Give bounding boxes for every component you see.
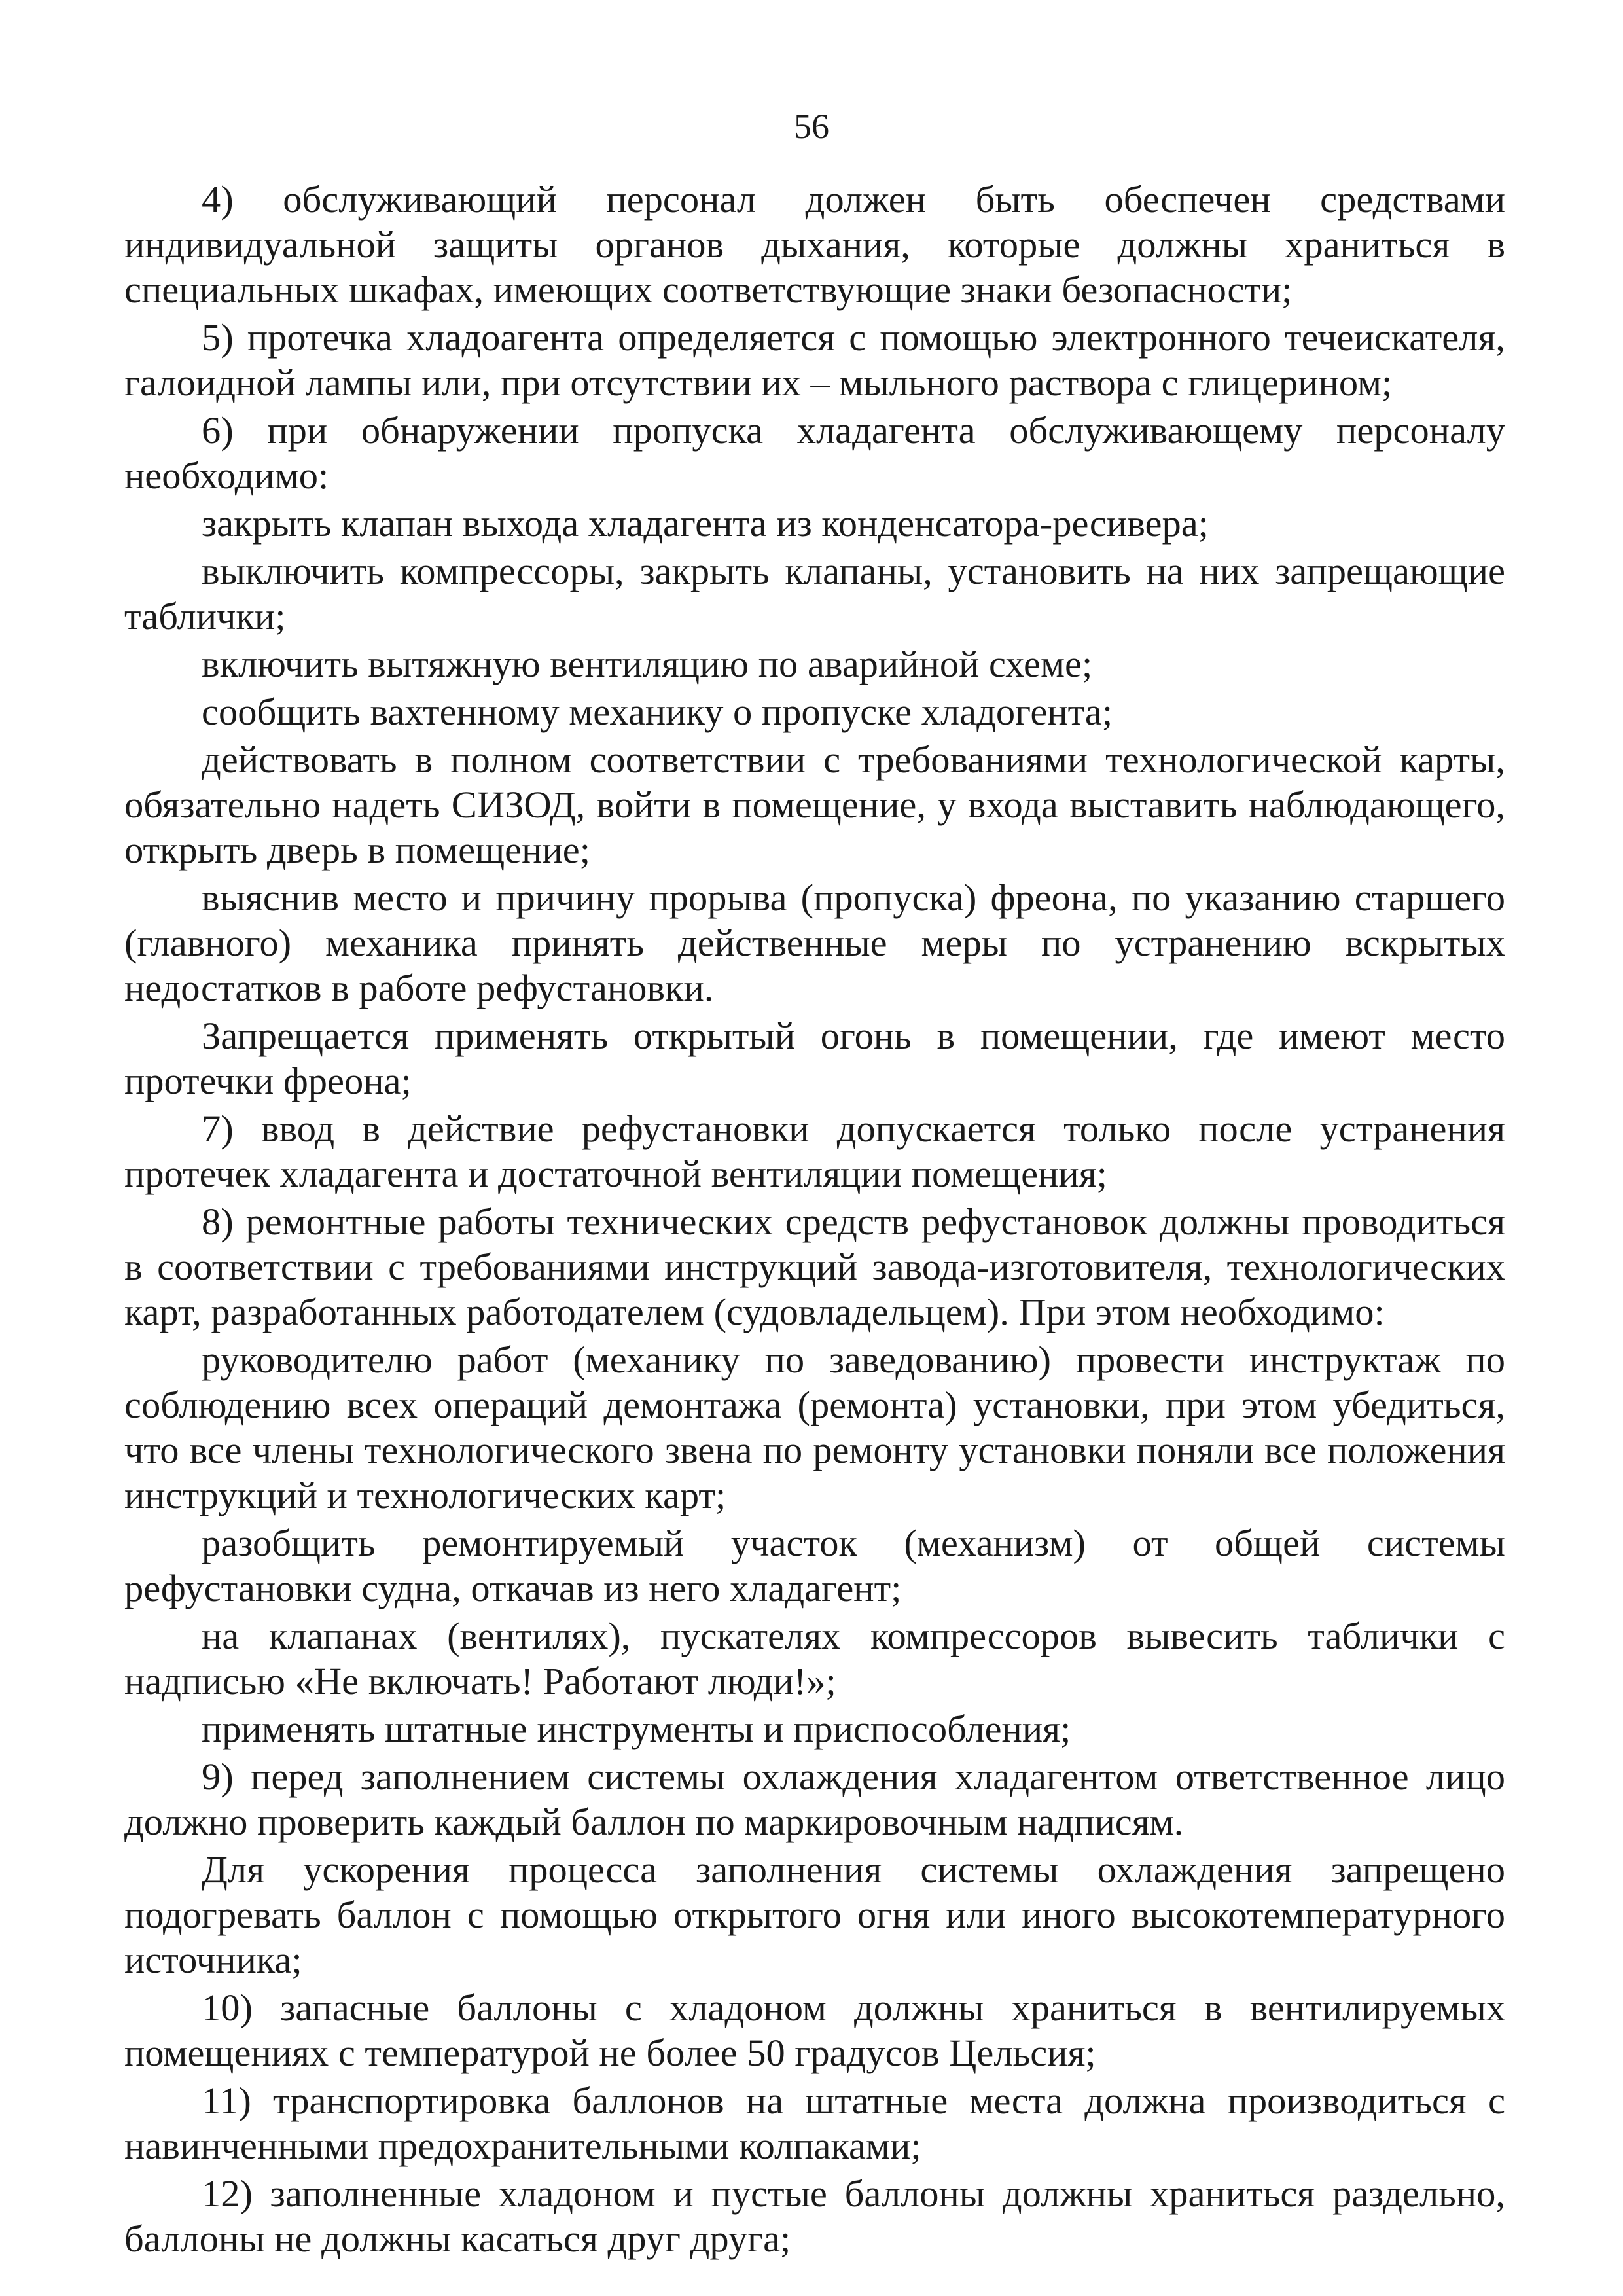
paragraph: 9) перед заполнением системы охлаждения хладагентом ответственное лицо должно проверить каждый баллон по маркировочным надписям. [124, 1755, 1505, 1843]
paragraph: 5) протечка хладоагента определяется с помощью электронного течеискателя, галоидной лампы или, при отсутствии их – мыльного раствора с глицерином; [124, 316, 1505, 404]
paragraph: выключить компрессоры, закрыть клапаны, установить на них запрещающие таблички; [124, 550, 1505, 637]
paragraph: применять штатные инструменты и приспособления; [202, 1708, 1071, 1750]
paragraph: разобщить ремонтируемый участок (механизм) от общей системы рефустановки судна, откачав из него хладагент; [124, 1522, 1505, 1609]
paragraph: 6) при обнаружении пропуска хладагента обслуживающему персоналу необходимо: [124, 409, 1505, 497]
paragraph: действовать в полном соответствии с требованиями технологической карты, обязательно надеть СИЗОД, войти в помещение, у входа выставить наблюдающего, открыть дверь в помещение; [124, 738, 1505, 871]
paragraph: закрыть клапан выхода хладагента из конденсатора-ресивера; [202, 502, 1209, 545]
paragraph: 4) обслуживающий персонал должен быть обеспечен средствами индивидуальной защиты органов дыхания, которые должны храниться в специальных шкафах, имеющих соответствующие знаки безопасности; [124, 178, 1505, 311]
paragraph: выяснив место и причину прорыва (пропуска) фреона, по указанию старшего (главного) механика принять действенные меры по устранению вскрытых недостатков в работе рефустановки. [124, 876, 1505, 1009]
paragraph: сообщить вахтенному механику о пропуске хладогента; [202, 691, 1113, 733]
paragraph: 11) транспортировка баллонов на штатные места должна производиться с навинченными предохранительными колпаками; [124, 2079, 1505, 2167]
paragraph: Для ускорения процесса заполнения системы охлаждения запрещено подогревать баллон с помощью открытого огня или иного высокотемпературного источника; [124, 1848, 1505, 1981]
paragraph: 8) ремонтные работы технических средств рефустановок должны проводиться в соответствии с требованиями инструкций завода-изготовителя, технологических карт, разработанных работодателем (судовладельцем). При этом необходимо: [124, 1200, 1505, 1333]
paragraph: руководителю работ (механику по заведованию) провести инструктаж по соблюдению всех операций демонтажа (ремонта) установки, при этом убедиться, что все члены технологического звена по ремонту установки поняли все положения инструкций и технологических карт; [124, 1338, 1505, 1516]
paragraph: Запрещается применять открытый огонь в помещении, где имеют место протечки фреона; [124, 1014, 1505, 1102]
paragraph: 10) запасные баллоны с хладоном должны храниться в вентилируемых помещениях с температурой не более 50 градусов Цельсия; [124, 1986, 1505, 2074]
document-body [124, 177, 1505, 2261]
paragraph: на клапанах (вентилях), пускателях компрессоров вывесить таблички с надписью «Не включать! Работают люди!»; [124, 1615, 1505, 1702]
paragraph: включить вытяжную вентиляцию по аварийной схеме; [202, 643, 1093, 685]
page-number: 56 [794, 107, 829, 146]
paragraph: 7) ввод в действие рефустановки допускается только после устранения протечек хладагента и достаточной вентиляции помещения; [124, 1107, 1505, 1195]
paragraph: 12) заполненные хладоном и пустые баллоны должны храниться раздельно, баллоны не должны касаться друг друга; [124, 2172, 1505, 2260]
